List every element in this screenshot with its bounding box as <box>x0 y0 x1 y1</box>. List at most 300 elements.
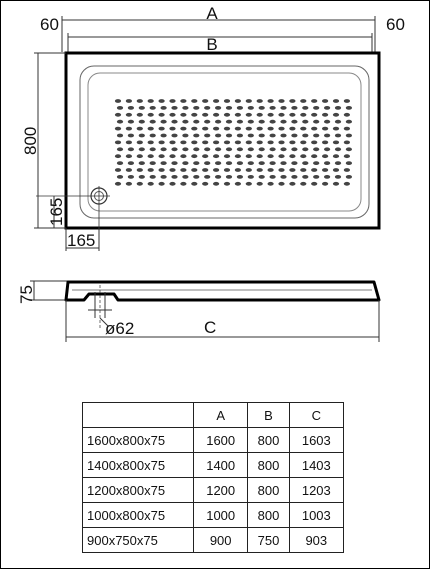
anti-slip-dot <box>180 141 186 145</box>
anti-slip-dot <box>289 182 295 186</box>
anti-slip-dot <box>248 106 254 110</box>
label-a: A <box>206 4 218 23</box>
anti-slip-dot <box>268 99 274 103</box>
anti-slip-dot <box>268 113 274 117</box>
anti-slip-dot <box>280 106 286 110</box>
anti-slip-dot <box>344 99 350 103</box>
anti-slip-dot <box>180 182 186 186</box>
anti-slip-dot <box>335 147 341 151</box>
anti-slip-dot <box>248 120 254 124</box>
anti-slip-dot <box>235 141 241 145</box>
tray-profile <box>66 282 379 300</box>
anti-slip-dot <box>280 175 286 179</box>
anti-slip-dot <box>169 99 175 103</box>
anti-slip-dot <box>161 134 167 138</box>
anti-slip-dot <box>313 147 319 151</box>
anti-slip-dot <box>333 168 339 172</box>
anti-slip-dot <box>137 99 143 103</box>
anti-slip-dot <box>302 175 308 179</box>
anti-slip-dot <box>270 134 276 138</box>
anti-slip-dot <box>115 154 121 158</box>
anti-slip-dot <box>268 182 274 186</box>
anti-slip-dot <box>161 175 167 179</box>
anti-slip-dot <box>159 113 165 117</box>
label-margin-right: 60 <box>386 15 405 34</box>
anti-slip-dot <box>248 175 254 179</box>
anti-slip-dot <box>204 161 210 165</box>
anti-slip-dot <box>159 168 165 172</box>
anti-slip-dot <box>171 106 177 110</box>
anti-slip-dot <box>344 127 350 131</box>
cell-b: 800 <box>248 453 289 478</box>
anti-slip-dot <box>278 168 284 172</box>
anti-slip-pattern <box>115 99 352 186</box>
label-margin-left: 60 <box>40 15 59 34</box>
anti-slip-dot <box>193 161 199 165</box>
anti-slip-dot <box>322 154 328 158</box>
anti-slip-dot <box>246 141 252 145</box>
anti-slip-dot <box>289 141 295 145</box>
anti-slip-dot <box>259 161 265 165</box>
cell-model: 1600x800x75 <box>83 428 194 453</box>
anti-slip-dot <box>300 99 306 103</box>
anti-slip-dot <box>324 134 330 138</box>
anti-slip-dot <box>335 175 341 179</box>
anti-slip-dot <box>346 106 352 110</box>
anti-slip-dot <box>215 147 221 151</box>
anti-slip-dot <box>191 99 197 103</box>
anti-slip-dot <box>148 168 154 172</box>
anti-slip-dot <box>126 168 132 172</box>
header-model <box>83 403 194 428</box>
anti-slip-dot <box>117 134 123 138</box>
anti-slip-dot <box>191 154 197 158</box>
anti-slip-dot <box>257 113 263 117</box>
anti-slip-dot <box>278 127 284 131</box>
anti-slip-dot <box>313 120 319 124</box>
anti-slip-dot <box>128 134 134 138</box>
anti-slip-dot <box>278 99 284 103</box>
anti-slip-dot <box>213 99 219 103</box>
anti-slip-dot <box>213 127 219 131</box>
cell-b: 800 <box>248 503 289 528</box>
anti-slip-dot <box>344 154 350 158</box>
anti-slip-dot <box>161 120 167 124</box>
anti-slip-dot <box>213 168 219 172</box>
anti-slip-dot <box>270 161 276 165</box>
tray-outline <box>66 53 379 228</box>
anti-slip-dot <box>246 182 252 186</box>
anti-slip-dot <box>171 175 177 179</box>
anti-slip-dot <box>237 134 243 138</box>
anti-slip-dot <box>128 120 134 124</box>
anti-slip-dot <box>235 168 241 172</box>
anti-slip-dot <box>237 106 243 110</box>
cell-a: 1600 <box>194 428 248 453</box>
anti-slip-dot <box>180 154 186 158</box>
anti-slip-dot <box>169 127 175 131</box>
anti-slip-dot <box>280 134 286 138</box>
anti-slip-dot <box>324 106 330 110</box>
anti-slip-dot <box>248 134 254 138</box>
anti-slip-dot <box>235 99 241 103</box>
anti-slip-dot <box>226 134 232 138</box>
label-c: C <box>204 318 217 337</box>
anti-slip-dot <box>302 120 308 124</box>
anti-slip-dot <box>150 147 156 151</box>
anti-slip-dot <box>322 113 328 117</box>
anti-slip-dot <box>235 154 241 158</box>
anti-slip-dot <box>257 141 263 145</box>
anti-slip-dot <box>224 141 230 145</box>
anti-slip-dot <box>280 120 286 124</box>
anti-slip-dot <box>169 113 175 117</box>
table-row <box>83 478 344 503</box>
anti-slip-dot <box>322 127 328 131</box>
anti-slip-dot <box>128 161 134 165</box>
anti-slip-dot <box>171 161 177 165</box>
anti-slip-dot <box>291 120 297 124</box>
anti-slip-dot <box>289 154 295 158</box>
anti-slip-dot <box>311 154 317 158</box>
anti-slip-dot <box>300 141 306 145</box>
anti-slip-dot <box>333 154 339 158</box>
anti-slip-dot <box>224 182 230 186</box>
anti-slip-dot <box>169 141 175 145</box>
anti-slip-dot <box>313 106 319 110</box>
anti-slip-dot <box>128 106 134 110</box>
cell-c: 1203 <box>289 478 343 503</box>
anti-slip-dot <box>324 120 330 124</box>
anti-slip-dot <box>213 141 219 145</box>
anti-slip-dot <box>215 175 221 179</box>
anti-slip-dot <box>215 134 221 138</box>
anti-slip-dot <box>117 120 123 124</box>
anti-slip-dot <box>333 99 339 103</box>
anti-slip-dot <box>213 154 219 158</box>
anti-slip-dot <box>191 168 197 172</box>
anti-slip-dot <box>289 168 295 172</box>
anti-slip-dot <box>237 147 243 151</box>
anti-slip-dot <box>237 120 243 124</box>
anti-slip-dot <box>257 127 263 131</box>
anti-slip-dot <box>248 147 254 151</box>
anti-slip-dot <box>268 168 274 172</box>
anti-slip-dot <box>278 113 284 117</box>
anti-slip-dot <box>159 99 165 103</box>
cell-a: 1200 <box>194 478 248 503</box>
anti-slip-dot <box>246 113 252 117</box>
anti-slip-dot <box>159 141 165 145</box>
anti-slip-dot <box>259 106 265 110</box>
anti-slip-dot <box>148 99 154 103</box>
anti-slip-dot <box>202 154 208 158</box>
anti-slip-dot <box>115 99 121 103</box>
table-header-row <box>83 403 344 428</box>
anti-slip-dot <box>191 127 197 131</box>
anti-slip-dot <box>137 141 143 145</box>
anti-slip-dot <box>246 127 252 131</box>
anti-slip-dot <box>324 175 330 179</box>
anti-slip-dot <box>182 147 188 151</box>
anti-slip-dot <box>313 175 319 179</box>
anti-slip-dot <box>202 168 208 172</box>
anti-slip-dot <box>171 120 177 124</box>
header-a: A <box>194 403 248 428</box>
anti-slip-dot <box>193 147 199 151</box>
anti-slip-dot <box>193 106 199 110</box>
anti-slip-dot <box>322 141 328 145</box>
anti-slip-dot <box>278 182 284 186</box>
anti-slip-dot <box>139 106 145 110</box>
anti-slip-dot <box>117 161 123 165</box>
cell-b: 800 <box>248 428 289 453</box>
anti-slip-dot <box>180 127 186 131</box>
anti-slip-dot <box>268 154 274 158</box>
anti-slip-dot <box>289 113 295 117</box>
anti-slip-dot <box>268 141 274 145</box>
anti-slip-dot <box>302 106 308 110</box>
anti-slip-dot <box>117 175 123 179</box>
anti-slip-dot <box>237 175 243 179</box>
anti-slip-dot <box>137 113 143 117</box>
anti-slip-dot <box>226 120 232 124</box>
anti-slip-dot <box>204 134 210 138</box>
anti-slip-dot <box>302 134 308 138</box>
anti-slip-dot <box>182 175 188 179</box>
anti-slip-dot <box>182 120 188 124</box>
anti-slip-dot <box>159 127 165 131</box>
anti-slip-dot <box>193 175 199 179</box>
anti-slip-dot <box>335 161 341 165</box>
cell-b: 800 <box>248 478 289 503</box>
anti-slip-dot <box>171 134 177 138</box>
cell-b: 750 <box>248 528 289 553</box>
anti-slip-dot <box>150 134 156 138</box>
anti-slip-dot <box>182 106 188 110</box>
label-depth: 800 <box>21 126 40 155</box>
anti-slip-dot <box>346 175 352 179</box>
anti-slip-dot <box>344 113 350 117</box>
anti-slip-dot <box>139 120 145 124</box>
table-row <box>83 503 344 528</box>
anti-slip-dot <box>344 168 350 172</box>
anti-slip-dot <box>322 182 328 186</box>
anti-slip-dot <box>224 113 230 117</box>
anti-slip-dot <box>193 120 199 124</box>
cell-c: 1603 <box>289 428 343 453</box>
label-drain-diameter: ø62 <box>105 319 135 338</box>
anti-slip-dot <box>322 168 328 172</box>
anti-slip-dot <box>291 134 297 138</box>
anti-slip-dot <box>213 113 219 117</box>
table-row <box>83 528 344 553</box>
anti-slip-dot <box>278 154 284 158</box>
cell-c: 1003 <box>289 503 343 528</box>
table-row <box>83 428 344 453</box>
anti-slip-dot <box>117 147 123 151</box>
anti-slip-dot <box>115 168 121 172</box>
anti-slip-dot <box>289 127 295 131</box>
anti-slip-dot <box>171 147 177 151</box>
dimensions-table <box>82 402 344 553</box>
cell-a: 1000 <box>194 503 248 528</box>
anti-slip-dot <box>161 161 167 165</box>
anti-slip-dot <box>139 161 145 165</box>
cell-c: 1403 <box>289 453 343 478</box>
anti-slip-dot <box>191 141 197 145</box>
anti-slip-dot <box>182 134 188 138</box>
anti-slip-dot <box>148 182 154 186</box>
anti-slip-dot <box>257 168 263 172</box>
anti-slip-dot <box>202 99 208 103</box>
anti-slip-dot <box>300 127 306 131</box>
anti-slip-dot <box>204 175 210 179</box>
anti-slip-dot <box>115 127 121 131</box>
anti-slip-dot <box>235 113 241 117</box>
anti-slip-dot <box>180 168 186 172</box>
anti-slip-dot <box>311 141 317 145</box>
anti-slip-dot <box>311 168 317 172</box>
anti-slip-dot <box>126 113 132 117</box>
anti-slip-dot <box>344 182 350 186</box>
anti-slip-dot <box>215 161 221 165</box>
anti-slip-dot <box>148 141 154 145</box>
anti-slip-dot <box>115 182 121 186</box>
anti-slip-dot <box>235 182 241 186</box>
anti-slip-dot <box>280 161 286 165</box>
anti-slip-dot <box>311 99 317 103</box>
cell-model: 900x750x75 <box>83 528 194 553</box>
anti-slip-dot <box>346 161 352 165</box>
anti-slip-dot <box>137 168 143 172</box>
cell-model: 1200x800x75 <box>83 478 194 503</box>
anti-slip-dot <box>137 182 143 186</box>
anti-slip-dot <box>302 147 308 151</box>
anti-slip-dot <box>193 134 199 138</box>
table-row <box>83 453 344 478</box>
anti-slip-dot <box>248 161 254 165</box>
anti-slip-dot <box>224 168 230 172</box>
anti-slip-dot <box>344 141 350 145</box>
anti-slip-dot <box>215 106 221 110</box>
cell-c: 903 <box>289 528 343 553</box>
anti-slip-dot <box>137 127 143 131</box>
anti-slip-dot <box>291 175 297 179</box>
anti-slip-dot <box>259 134 265 138</box>
anti-slip-dot <box>268 127 274 131</box>
anti-slip-dot <box>150 120 156 124</box>
anti-slip-dot <box>202 141 208 145</box>
anti-slip-dot <box>161 147 167 151</box>
anti-slip-dot <box>346 120 352 124</box>
anti-slip-dot <box>270 175 276 179</box>
anti-slip-dot <box>291 106 297 110</box>
anti-slip-dot <box>159 182 165 186</box>
anti-slip-dot <box>126 127 132 131</box>
anti-slip-dot <box>224 127 230 131</box>
anti-slip-dot <box>148 127 154 131</box>
anti-slip-dot <box>115 141 121 145</box>
anti-slip-dot <box>115 113 121 117</box>
anti-slip-dot <box>148 154 154 158</box>
anti-slip-dot <box>215 120 221 124</box>
anti-slip-dot <box>180 113 186 117</box>
anti-slip-dot <box>204 147 210 151</box>
anti-slip-dot <box>237 161 243 165</box>
anti-slip-dot <box>191 182 197 186</box>
anti-slip-dot <box>257 182 263 186</box>
label-b: B <box>206 35 218 54</box>
anti-slip-dot <box>333 127 339 131</box>
cell-model: 1400x800x75 <box>83 453 194 478</box>
label-drain-y: 165 <box>47 197 66 226</box>
anti-slip-dot <box>313 134 319 138</box>
anti-slip-dot <box>202 127 208 131</box>
anti-slip-dot <box>204 106 210 110</box>
header-b: B <box>248 403 289 428</box>
anti-slip-dot <box>270 120 276 124</box>
anti-slip-dot <box>324 161 330 165</box>
anti-slip-dot <box>117 106 123 110</box>
anti-slip-dot <box>246 99 252 103</box>
anti-slip-dot <box>311 127 317 131</box>
anti-slip-dot <box>291 147 297 151</box>
anti-slip-dot <box>150 161 156 165</box>
anti-slip-dot <box>202 182 208 186</box>
anti-slip-dot <box>169 154 175 158</box>
anti-slip-dot <box>257 154 263 158</box>
anti-slip-dot <box>259 120 265 124</box>
anti-slip-dot <box>235 127 241 131</box>
anti-slip-dot <box>322 99 328 103</box>
anti-slip-dot <box>246 154 252 158</box>
anti-slip-dot <box>280 147 286 151</box>
anti-slip-dot <box>224 154 230 158</box>
anti-slip-dot <box>300 113 306 117</box>
cell-a: 1400 <box>194 453 248 478</box>
anti-slip-dot <box>148 113 154 117</box>
anti-slip-dot <box>335 120 341 124</box>
anti-slip-dot <box>126 182 132 186</box>
anti-slip-dot <box>257 99 263 103</box>
anti-slip-dot <box>259 147 265 151</box>
anti-slip-dot <box>169 182 175 186</box>
anti-slip-dot <box>300 182 306 186</box>
anti-slip-dot <box>191 113 197 117</box>
anti-slip-dot <box>226 161 232 165</box>
anti-slip-dot <box>126 154 132 158</box>
anti-slip-dot <box>333 182 339 186</box>
anti-slip-dot <box>150 175 156 179</box>
anti-slip-dot <box>180 99 186 103</box>
anti-slip-dot <box>333 141 339 145</box>
anti-slip-dot <box>270 106 276 110</box>
anti-slip-dot <box>169 168 175 172</box>
anti-slip-dot <box>213 182 219 186</box>
anti-slip-dot <box>202 113 208 117</box>
anti-slip-dot <box>335 106 341 110</box>
anti-slip-dot <box>150 106 156 110</box>
anti-slip-dot <box>335 134 341 138</box>
anti-slip-dot <box>126 141 132 145</box>
anti-slip-dot <box>128 175 134 179</box>
anti-slip-dot <box>226 175 232 179</box>
anti-slip-dot <box>128 147 134 151</box>
anti-slip-dot <box>313 161 319 165</box>
anti-slip-dot <box>346 147 352 151</box>
anti-slip-dot <box>289 99 295 103</box>
